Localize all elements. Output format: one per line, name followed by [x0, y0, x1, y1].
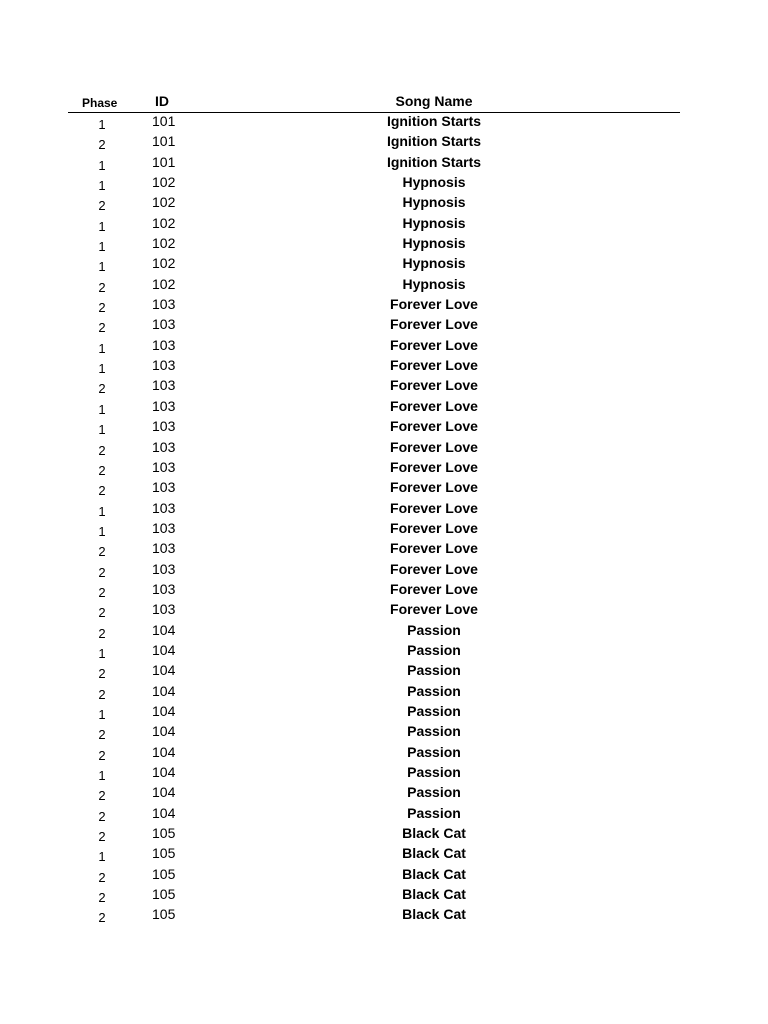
cell-phase: 2 [98, 747, 106, 763]
cell-phase: 2 [98, 300, 106, 316]
cell-song-name: Passion [407, 621, 461, 638]
table-row [68, 622, 680, 642]
cell-phase: 2 [98, 137, 106, 153]
cell-id: 104 [152, 764, 176, 780]
cell-song-name: Forever Love [390, 336, 478, 353]
cell-phase: 1 [98, 849, 106, 865]
table-row [68, 296, 680, 316]
cell-song-name: Forever Love [390, 397, 478, 414]
cell-id: 104 [152, 723, 176, 740]
cell-song-name: Forever Love [390, 296, 478, 313]
table-row [68, 520, 680, 540]
cell-phase: 2 [98, 198, 106, 214]
cell-song-name: Ignition Starts [386, 153, 482, 170]
table-header-row [68, 88, 680, 113]
cell-id: 103 [152, 418, 176, 435]
column-header-id: ID [155, 93, 169, 109]
cell-id: 103 [152, 519, 176, 536]
cell-id: 104 [152, 682, 176, 699]
table-row [68, 255, 680, 275]
table-row [68, 764, 680, 784]
cell-song-name: Black Cat [402, 865, 466, 882]
cell-song-name: Passion [407, 682, 461, 699]
cell-song-name: Hypnosis [402, 174, 466, 191]
table-row [68, 194, 680, 214]
cell-phase: 2 [98, 910, 106, 926]
cell-phase: 1 [98, 422, 106, 438]
cell-song-name: Forever Love [390, 499, 478, 516]
cell-id: 104 [152, 784, 176, 801]
cell-phase: 1 [98, 706, 106, 722]
cell-phase: 1 [98, 645, 106, 661]
cell-song-name: Ignition Starts [386, 133, 482, 150]
cell-song-name: Forever Love [390, 357, 478, 374]
cell-phase: 2 [98, 869, 106, 885]
table-row [68, 357, 680, 377]
table-row [68, 439, 680, 459]
table-row [68, 377, 680, 397]
cell-id: 103 [152, 296, 176, 313]
cell-id: 102 [152, 235, 176, 252]
cell-song-name: Forever Love [390, 377, 478, 394]
cell-id: 102 [152, 194, 176, 211]
cell-song-name: Forever Love [390, 418, 478, 435]
column-header-song-name: Song Name [395, 93, 473, 109]
cell-id: 105 [152, 886, 176, 903]
cell-song-name: Forever Love [390, 479, 478, 496]
table-row [68, 174, 680, 194]
cell-song-name: Black Cat [402, 845, 466, 862]
cell-id: 103 [152, 499, 176, 516]
cell-song-name: Hypnosis [402, 275, 466, 292]
table-row [68, 744, 680, 764]
cell-phase: 1 [98, 503, 106, 519]
cell-id: 102 [152, 214, 176, 231]
cell-phase: 2 [98, 727, 106, 743]
cell-id: 104 [152, 641, 176, 658]
cell-id: 104 [152, 621, 176, 638]
cell-phase: 2 [98, 584, 106, 600]
cell-id: 103 [152, 377, 176, 394]
cell-id: 103 [152, 540, 176, 557]
column-header-phase: Phase [82, 96, 118, 110]
table-row [68, 886, 680, 906]
cell-phase: 1 [98, 157, 106, 173]
cell-id: 105 [152, 865, 176, 882]
cell-phase: 1 [98, 117, 106, 132]
table-row [68, 133, 680, 153]
cell-song-name: Forever Love [390, 601, 478, 618]
cell-phase: 2 [98, 788, 106, 804]
cell-song-name: Hypnosis [402, 194, 466, 211]
table-row [68, 866, 680, 886]
table-row [68, 113, 680, 133]
table-row [68, 337, 680, 357]
cell-song-name: Hypnosis [402, 255, 466, 272]
cell-song-name: Passion [407, 641, 461, 658]
table-row [68, 276, 680, 296]
cell-song-name: Black Cat [402, 906, 466, 923]
cell-id: 102 [152, 275, 176, 292]
cell-phase: 1 [98, 218, 106, 234]
table-row [68, 906, 680, 926]
cell-id: 103 [152, 560, 176, 577]
table-row [68, 581, 680, 601]
cell-id: 103 [152, 357, 176, 374]
table-row [68, 723, 680, 743]
cell-id: 103 [152, 316, 176, 333]
cell-song-name: Hypnosis [402, 235, 466, 252]
cell-id: 105 [152, 845, 176, 862]
cell-phase: 2 [98, 381, 106, 397]
cell-song-name: Hypnosis [402, 214, 466, 231]
table-row [68, 479, 680, 499]
table-row [68, 215, 680, 235]
cell-phase: 2 [98, 829, 106, 845]
cell-phase: 2 [98, 483, 106, 499]
cell-id: 105 [152, 825, 176, 842]
cell-song-name: Passion [407, 764, 461, 780]
cell-phase: 1 [98, 239, 106, 255]
cell-phase: 2 [98, 890, 106, 906]
cell-phase: 1 [98, 523, 106, 539]
cell-id: 101 [152, 153, 176, 170]
cell-song-name: Forever Love [390, 316, 478, 333]
cell-phase: 2 [98, 625, 106, 641]
cell-song-name: Forever Love [390, 438, 478, 455]
cell-phase: 2 [98, 605, 106, 621]
cell-song-name: Passion [407, 804, 461, 821]
cell-phase: 1 [98, 361, 106, 377]
cell-id: 104 [152, 662, 176, 679]
cell-song-name: Forever Love [390, 519, 478, 536]
table-row [68, 154, 680, 174]
cell-phase: 1 [98, 178, 106, 194]
cell-song-name: Black Cat [402, 825, 466, 842]
cell-phase: 1 [98, 259, 106, 275]
cell-song-name: Forever Love [390, 458, 478, 475]
table-row [68, 500, 680, 520]
table-row [68, 561, 680, 581]
table-body [68, 113, 680, 927]
cell-phase: 2 [98, 564, 106, 580]
cell-id: 103 [152, 397, 176, 414]
cell-id: 104 [152, 743, 176, 760]
cell-song-name: Black Cat [402, 886, 466, 903]
table-row [68, 316, 680, 336]
cell-song-name: Ignition Starts [386, 113, 482, 129]
cell-id: 103 [152, 336, 176, 353]
cell-phase: 2 [98, 686, 106, 702]
cell-phase: 2 [98, 808, 106, 824]
cell-phase: 2 [98, 544, 106, 560]
table-row [68, 825, 680, 845]
cell-phase: 1 [98, 340, 106, 356]
table-row [68, 642, 680, 662]
table-row [68, 805, 680, 825]
cell-song-name: Forever Love [390, 560, 478, 577]
table-row [68, 662, 680, 682]
table-row [68, 235, 680, 255]
cell-phase: 2 [98, 442, 106, 458]
cell-phase: 2 [98, 279, 106, 295]
cell-id: 104 [152, 702, 176, 719]
table-row [68, 601, 680, 621]
cell-phase: 2 [98, 320, 106, 336]
cell-id: 103 [152, 438, 176, 455]
table-row [68, 845, 680, 865]
cell-id: 102 [152, 174, 176, 191]
cell-song-name: Passion [407, 723, 461, 740]
cell-id: 103 [152, 601, 176, 618]
cell-phase: 2 [98, 666, 106, 682]
cell-song-name: Passion [407, 743, 461, 760]
cell-id: 105 [152, 906, 176, 923]
cell-song-name: Passion [407, 662, 461, 679]
table-row [68, 398, 680, 418]
cell-phase: 2 [98, 462, 106, 478]
cell-id: 103 [152, 479, 176, 496]
table-row [68, 784, 680, 804]
cell-song-name: Forever Love [390, 580, 478, 597]
cell-id: 101 [152, 133, 176, 150]
table-row [68, 459, 680, 479]
cell-phase: 1 [98, 768, 106, 783]
cell-id: 101 [152, 113, 176, 129]
cell-id: 102 [152, 255, 176, 272]
song-table [68, 88, 680, 927]
cell-id: 104 [152, 804, 176, 821]
table-row [68, 418, 680, 438]
table-row [68, 540, 680, 560]
cell-phase: 1 [98, 401, 106, 417]
cell-song-name: Passion [407, 784, 461, 801]
cell-id: 103 [152, 458, 176, 475]
cell-id: 103 [152, 580, 176, 597]
table-row [68, 683, 680, 703]
table-row [68, 703, 680, 723]
cell-song-name: Passion [407, 702, 461, 719]
cell-song-name: Forever Love [390, 540, 478, 557]
